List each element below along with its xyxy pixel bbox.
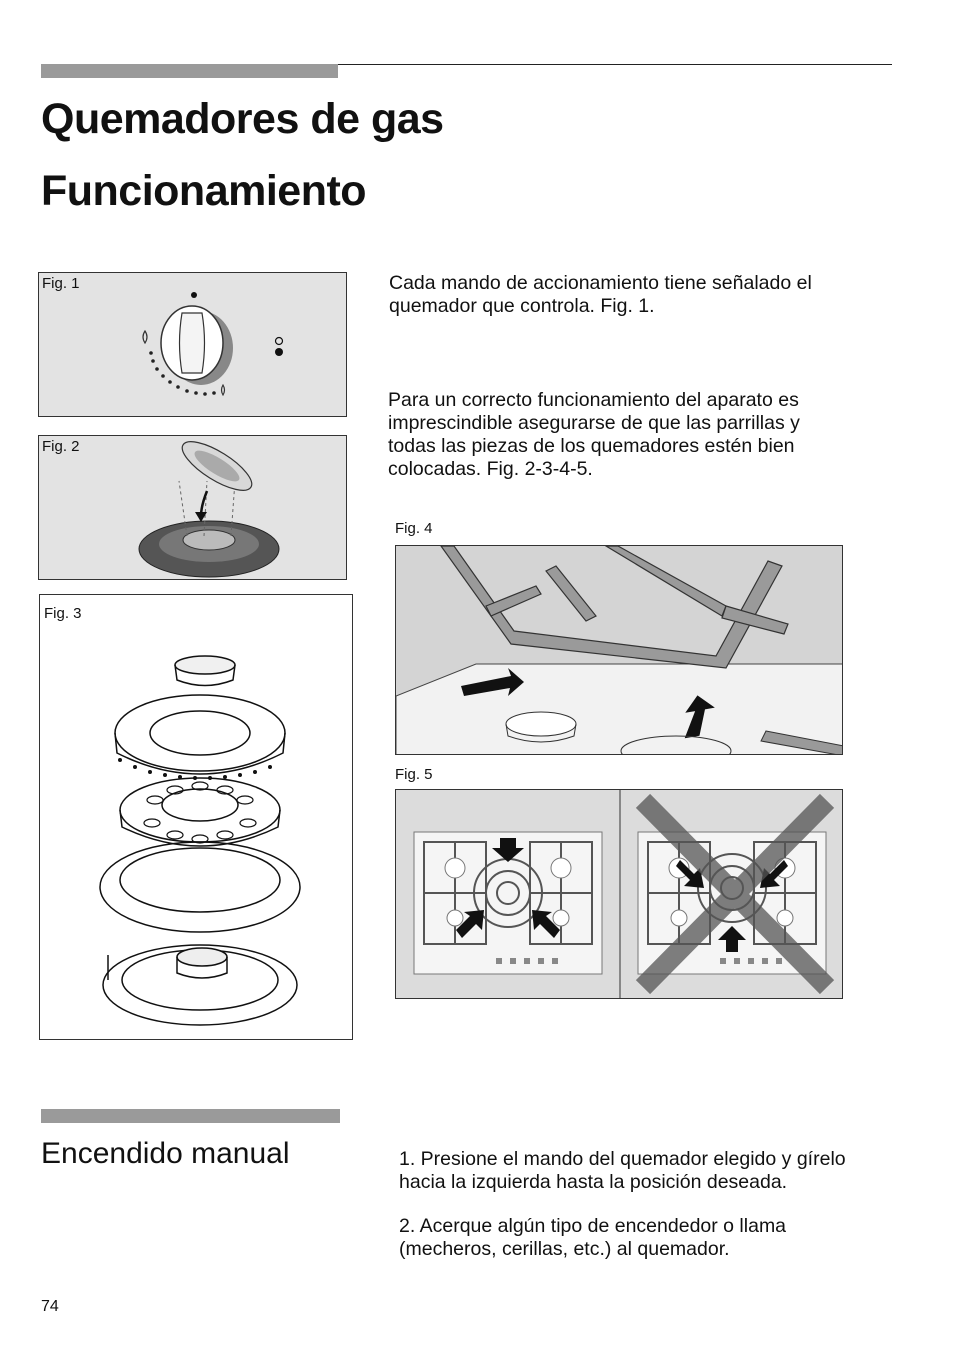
cooktop-comparison-illustration (396, 790, 843, 999)
paragraph-2-line-3: todas las piezas de los quemadores estén bien (388, 435, 795, 457)
figure-2-panel (38, 435, 347, 580)
header-bar (41, 64, 338, 78)
figure-1-label: Fig. 1 (42, 275, 80, 292)
control-knob-illustration (39, 273, 347, 417)
section-bar (41, 1109, 340, 1123)
figure-4-panel (395, 545, 843, 755)
step-2-line-1: 2. Acerque algún tipo de encendedor o llama (399, 1215, 787, 1237)
step-2 (399, 1215, 919, 1261)
grate-placement-illustration (396, 546, 843, 755)
step-1-line-2: hacia la izquierda hasta la posición deseada. (399, 1171, 788, 1193)
paragraph-1-line-2: quemador que controla. Fig. 1. (389, 295, 655, 317)
paragraph-1-line-1: Cada mando de accionamiento tiene señalado el (389, 272, 812, 294)
figure-5-panel (395, 789, 843, 999)
figure-3-label: Fig. 3 (44, 605, 82, 622)
header-rule (338, 64, 892, 65)
exploded-burner-illustration (40, 595, 353, 1040)
section-title: Encendido manual (41, 1137, 290, 1170)
figure-1-panel (38, 272, 347, 417)
paragraph-2-line-1: Para un correcto funcionamiento del aparato es (388, 389, 799, 411)
step-2-line-2: (mecheros, cerillas, etc.) al quemador. (399, 1238, 730, 1260)
paragraph-2-line-4: colocadas. Fig. 2-3-4-5. (388, 458, 593, 480)
page-title: Quemadores de gas (41, 95, 444, 143)
page-number: 74 (41, 1298, 59, 1315)
step-1 (399, 1148, 919, 1194)
paragraph-correct-placement (388, 389, 908, 481)
burner-cap-illustration (39, 436, 347, 580)
paragraph-knob-marking (389, 272, 909, 318)
figure-3-panel (39, 594, 353, 1040)
figure-2-label: Fig. 2 (42, 438, 80, 455)
paragraph-2-line-2: imprescindible asegurarse de que las parrillas y (388, 412, 800, 434)
step-1-line-1: 1. Presione el mando del quemador elegido y gírelo (399, 1148, 846, 1170)
page-subtitle: Funcionamiento (41, 167, 367, 215)
figure-5-label: Fig. 5 (395, 766, 433, 783)
figure-4-label: Fig. 4 (395, 520, 433, 537)
